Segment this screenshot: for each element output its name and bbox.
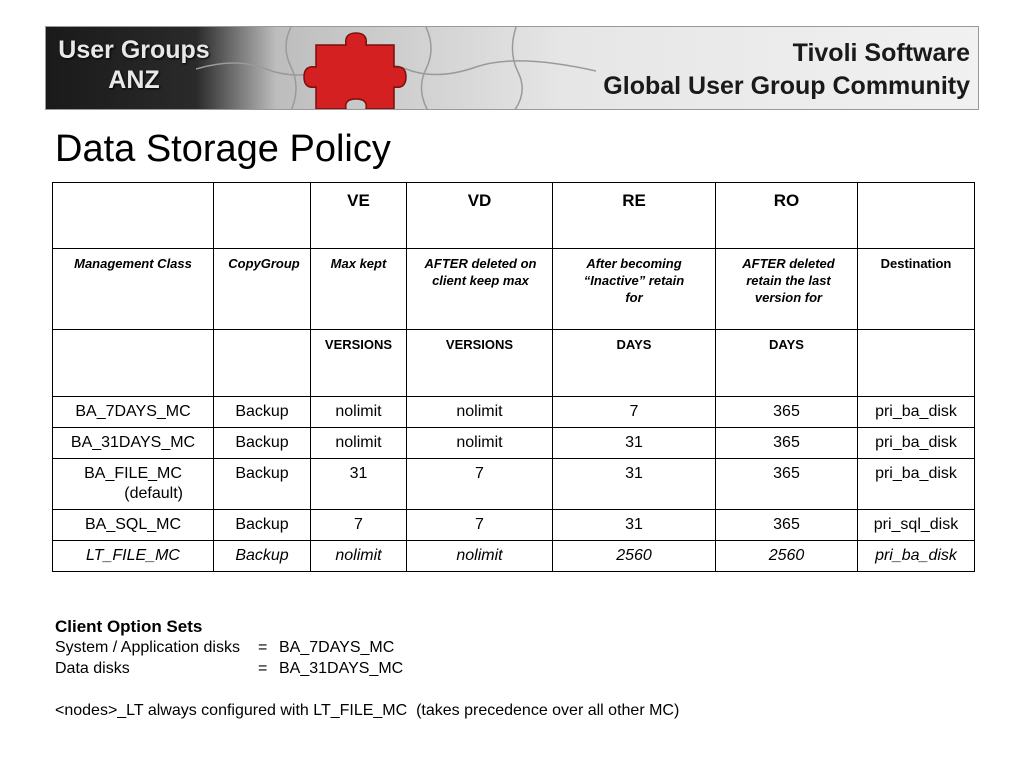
header-cell: VD [407, 183, 553, 249]
table-subheader-row [53, 249, 975, 330]
subheader-cell [858, 249, 975, 330]
subheader-text: After becoming “Inactive” retain for [583, 256, 685, 305]
units-cell [858, 330, 975, 397]
table-cell: 365 [716, 428, 858, 459]
table-cell: BA_31DAYS_MC [53, 428, 214, 459]
table-cell: pri_ba_disk [858, 541, 975, 572]
table-cell: nolimit [311, 541, 407, 572]
spacer [55, 679, 679, 700]
table-cell: BA_7DAYS_MC [53, 397, 214, 428]
table-cell: pri_sql_disk [858, 510, 975, 541]
banner-left-line1: User Groups [58, 36, 210, 64]
table-cell: pri_ba_disk [858, 397, 975, 428]
table-cell: 31 [553, 510, 716, 541]
subheader-cell [553, 249, 716, 330]
cell-default-note: (default) [124, 485, 183, 502]
units-cell: DAYS [716, 330, 858, 397]
note-eq: = [258, 660, 268, 677]
table-header-row [53, 183, 975, 249]
table-cell: 31 [311, 459, 407, 510]
table-cell: nolimit [407, 397, 553, 428]
banner-right-line1: Tivoli Software [792, 39, 970, 67]
header-cell [858, 183, 975, 249]
banner-left-line2: ANZ [108, 66, 160, 94]
red-puzzle-piece [304, 33, 406, 109]
header-cell [214, 183, 311, 249]
client-option-notes [55, 616, 679, 721]
units-cell: DAYS [553, 330, 716, 397]
table-cell: 31 [553, 459, 716, 510]
table-row [53, 397, 975, 428]
table-cell: 31 [553, 428, 716, 459]
table-cell: Backup [214, 510, 311, 541]
units-cell [53, 330, 214, 397]
subheader-text: CopyGroup [228, 256, 300, 271]
notes-title: Client Option Sets [55, 617, 203, 636]
cell-main-text: BA_FILE_MC [84, 465, 182, 482]
subheader-text: Management Class [74, 256, 192, 271]
subheader-text: AFTER deleted on client keep max [424, 256, 537, 288]
header-cell: RO [716, 183, 858, 249]
table-cell: LT_FILE_MC [53, 541, 214, 572]
table-cell: 7 [407, 510, 553, 541]
page-title: Data Storage Policy [55, 128, 391, 170]
table-cell: 2560 [553, 541, 716, 572]
table-row [53, 428, 975, 459]
puzzle-graphic [196, 27, 596, 110]
note-value: BA_7DAYS_MC [279, 639, 395, 656]
table-cell: 7 [311, 510, 407, 541]
table-cell: 365 [716, 510, 858, 541]
table-cell: 2560 [716, 541, 858, 572]
subheader-cell [407, 249, 553, 330]
table-cell: nolimit [407, 541, 553, 572]
table-cell: 365 [716, 459, 858, 510]
note-key: System / Application disks [55, 639, 240, 656]
table-row [53, 510, 975, 541]
header-cell: VE [311, 183, 407, 249]
banner-right-line2: Global User Group Community [603, 72, 970, 100]
banner-tivoli [603, 37, 970, 103]
table-cell: 365 [716, 397, 858, 428]
subheader-cell [214, 249, 311, 330]
subheader-cell [53, 249, 214, 330]
table-cell: nolimit [407, 428, 553, 459]
table-cell [53, 459, 214, 510]
table-row [53, 459, 975, 510]
note-item [55, 637, 679, 658]
policy-table [52, 182, 975, 572]
note-eq: = [258, 639, 268, 656]
table-cell: pri_ba_disk [858, 459, 975, 510]
table-cell: nolimit [311, 428, 407, 459]
subheader-text: Destination [880, 256, 952, 271]
table-cell: nolimit [311, 397, 407, 428]
table-cell: Backup [214, 428, 311, 459]
table-units-row [53, 330, 975, 397]
subheader-text: Max kept [330, 256, 387, 271]
table-cell: Backup [214, 459, 311, 510]
header-cell [53, 183, 214, 249]
note-value: BA_31DAYS_MC [279, 660, 404, 677]
subheader-text: AFTER deleted retain the last version for [742, 256, 835, 305]
banner-user-groups [54, 35, 214, 95]
table-cell: BA_SQL_MC [53, 510, 214, 541]
units-cell [214, 330, 311, 397]
note-key: Data disks [55, 660, 130, 677]
units-cell: VERSIONS [311, 330, 407, 397]
table-row [53, 541, 975, 572]
table-cell: Backup [214, 541, 311, 572]
notes-footer: <nodes>_LT always configured with LT_FILE_MC (takes precedence over all other MC) [55, 702, 680, 719]
table-cell: 7 [553, 397, 716, 428]
header-cell: RE [553, 183, 716, 249]
table-cell: 7 [407, 459, 553, 510]
table-cell: Backup [214, 397, 311, 428]
table-cell: pri_ba_disk [858, 428, 975, 459]
subheader-cell [716, 249, 858, 330]
header-banner [45, 26, 979, 110]
subheader-cell [311, 249, 407, 330]
note-item [55, 658, 679, 679]
units-cell: VERSIONS [407, 330, 553, 397]
